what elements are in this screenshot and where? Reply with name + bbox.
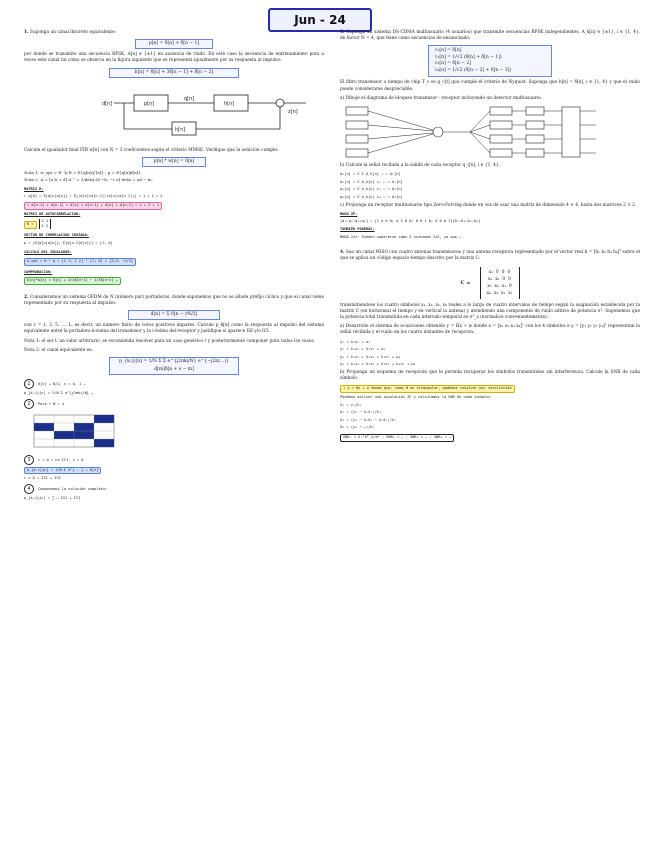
- q2-number: 2.: [24, 294, 29, 300]
- q4-m-21: x₂: [494, 283, 499, 289]
- diagram-feedback-label: h[n]: [175, 126, 186, 133]
- q3-c-line1: MODO ZF:: [340, 211, 358, 216]
- q2-step2-badge: 2: [24, 399, 34, 409]
- q1-work-l5-wrap: [24, 277, 324, 285]
- q2-step2: [24, 399, 324, 409]
- q4-text1: Sea un canal MISO con cuatro antenas transmisoras y una antena receptora representado por el vector real h = [h₁ h₂ h₃ h₄]ᵀ sobre el que se aplica un código espacio-tiempo descrito por la matriz C:: [340, 250, 640, 262]
- q2-work-l7: Componemos la solución completa:: [38, 486, 108, 491]
- q4-b-work: [340, 385, 640, 441]
- q4-b-line1: ↓ y = Hx + w Vemos que, como H es triangular, podemos resolver por sustitución: [340, 385, 515, 393]
- q4-m-31: x₃: [493, 290, 499, 296]
- q3-number: 3.: [340, 30, 345, 35]
- q3-b-work: [340, 172, 640, 200]
- diagram-output-label: z[n]: [288, 108, 298, 115]
- q2-work-l3: Para • N = 4: [38, 401, 64, 406]
- q3-b-line1: q₁[n] = Σ Σ A_k[n] … = A₁[n]: [340, 172, 401, 177]
- q2-work-l2: p_{k,i}[n] = 1/N Σ e^{j2πki/N} …: [24, 390, 94, 395]
- q3-code-3: c₃[n] = δ[n − 2]: [435, 61, 471, 67]
- q4-m-33: x₁: [508, 290, 513, 296]
- q4-b-line3: x̂₁ = y₁/h₁: [340, 402, 362, 407]
- q2-text2: con r = 1, 3, 5, …, L, es decir, un número finito de ceros positivos impares. Calcule p_k[n] como la respuesta al impulso del sistema equivalente entre la portadora k-ésima del transmisor y la i-ésima del receptor y justifique si aparece ISI y/o ICI.: [24, 323, 324, 335]
- q4-m-01: 0: [495, 269, 499, 275]
- q3-c-line4: MODO 2x2: Pueden separarse como 2 sistemas 2x2, ya que …: [340, 234, 462, 239]
- q4-a-line1: y₁ = h₁x₁ + w₁: [340, 339, 371, 344]
- q2-step3-badge: 3: [24, 455, 34, 465]
- q1-work-h5: COMPROBACION:: [24, 269, 53, 274]
- q4-m-00: x₁: [488, 269, 494, 275]
- q4-intro: [340, 250, 640, 262]
- q4-part-b: b) Proponga un esquema de recepción que le permita recuperar los símbolos transmitidos sin interferencia. Calcule la SNR de cada símbolo.: [340, 369, 640, 382]
- q4-m-02: 0: [501, 269, 505, 275]
- q4-a-line3: y₃ = h₁x₃ + h₂x₂ + h₃x₁ + w₃: [340, 354, 401, 359]
- q3-c-work: [340, 212, 640, 240]
- q1-nota2: Nota 2: A = [a b; c d] A⁻¹ = 1/detA [d −b; −c a] detA = ad − bc: [24, 176, 153, 182]
- q2-eq1: d[n] = Σ δ[n − rN/2]: [128, 310, 220, 320]
- q4-m-23: 0: [508, 283, 512, 289]
- q3-c-line2: [q₁;q₂;q₃;q₄] = [1 a 0 0; a 1 0 0; 0 0 1 b; 0 0 b 1][A₁;A₂;A₃;A₄]: [340, 219, 481, 224]
- q3-b-line4: q₄[n] = Σ A_k[n] c₄ … = A₄[n]: [340, 195, 403, 199]
- q1-block-diagram: [24, 83, 324, 141]
- q2-step3: [24, 455, 324, 465]
- diagram-mid-label: q[n]: [184, 95, 195, 102]
- q2-intro: [24, 295, 324, 307]
- q1-work-l2: = d[n-1] + d[n-1] = d[n] + d[n-1] + d[n] + d[n-1] = 2 + 2 + 1: [24, 202, 162, 210]
- q2-text1: Consideremos un sistema OFDM de N (número par) portadoras, donde suponemos que no se añade prefijo cíclico y que el canal viene representado por su respuesta al impulso:: [24, 294, 324, 306]
- q4-b-line2: Podemos aplicar una igualación ZF y calculamos la SNR de cada símbolo:: [340, 394, 492, 399]
- q1-text2: por donde se transmite una secuencia BPSK, A[n] ∈ {±1} en ausencia de ruido. En este caso la secuencia de entrenamiento para a veces este canal tal como se observa en la figura siguiente que se representa igualmente por su respuesta al impulso:: [24, 52, 324, 64]
- q2-work-l5-wrap: [24, 467, 324, 475]
- q4-number: 4.: [340, 250, 345, 256]
- q1-work-l2-wrap: [24, 202, 324, 210]
- q3-code-1: c₁[n] = δ[n]: [435, 48, 462, 54]
- q3-intro: [340, 30, 640, 42]
- q4-m-r0: [489, 270, 511, 275]
- q4-m-03: 0: [507, 269, 511, 275]
- q3-part-a: a) Dibuje el diagrama de bloques transmisor - receptor incluyendo un detector multiusuario.: [340, 95, 543, 101]
- q4-m-32: x₂: [500, 290, 506, 296]
- q1-text1: Suponga un canal discreto equivalente:: [29, 30, 117, 35]
- q2-work-l8: p_{k,i}[n] = ∑ … ISI + ICI: [24, 495, 81, 500]
- q1-work-h4: CALCULO DEL IGUALADOR:: [24, 250, 72, 255]
- q3-part-c: c) Proponga un receptor multiusuario tipo Zero-Forcing donde en vez de usar una matriz de dimensión 4 × 4, basta dos matrices 2 × 2.: [340, 202, 637, 208]
- q4-m-13: 0: [508, 276, 512, 282]
- diagram-block1-label: p[n]: [144, 100, 155, 107]
- q4-b-line1-wrap: [340, 385, 640, 393]
- q4-m-10: x₂: [487, 276, 493, 282]
- q4-a-line4: y₄ = h₁x₄ + h₂x₃ + h₃x₂ + h₄x₁ + w₄: [340, 362, 416, 367]
- q1-eq3: p[n] * w[n] = δ[n]: [142, 157, 206, 167]
- q4-part-a: a) Desarrolle el sistema de ecuaciones obtenido y = Hx + w donde x = [x₁ x₂ x₃ x₄]ᵀ con los 4 símbolos e y = [y₁ y₂ y₃ y₄]ᵀ representan la señal recibida y el ruido en los cuatro instantes de recepción.: [340, 324, 640, 336]
- q4-m-r3: [487, 291, 513, 296]
- q4-matrix-block: [340, 267, 640, 299]
- q3-code-2: c₂[n] = 1/√2 (δ[n] + δ[n − 1]): [435, 54, 502, 60]
- q1-handwritten-work: [24, 187, 324, 285]
- q4-m-30: x₄: [486, 290, 491, 296]
- q2-work-l5: p_{k,i}[n] = 1/N Σ e^{...} → δ[n]: [24, 467, 101, 475]
- q3-code-4: c₄[n] = 1/√2 (δ[n − 2] + δ[n − 3]): [435, 67, 512, 73]
- q4-b-line4: x̂₂ = (y₂ − h₂x̂₁)/h₁: [340, 410, 382, 415]
- q3-text1: Suponga un sistema DS-CDMA multiusuario (4 usuarios) que transmite secuencias BPSK independientes, A_k[n] ∈ {±1}, i ∈ {1, 4}, de factor N = 4, que tiene como secuencias de ensanchado:: [340, 30, 640, 42]
- q1-work-h1: MATRIZ R:: [24, 186, 44, 191]
- q4-m-12: 0: [502, 276, 506, 282]
- q1-number: 1.: [24, 30, 29, 35]
- q1-work-h2: MATRIZ DE AUTOCORRELACION:: [24, 211, 81, 216]
- left-column: [24, 30, 324, 503]
- q3-block-diagram: [340, 105, 640, 159]
- q2-work-l1: δ[n] → N/2, n = 0, 1 …: [38, 381, 86, 386]
- q4-snr-wrap: [340, 434, 640, 442]
- q1-work-matrix-row: [24, 219, 324, 229]
- q4-snr: SNR₁ = h₁²σ²_x/σ² ; SNR₂ = … ; SNR₃ = … ; SNR₄ = …: [340, 434, 454, 442]
- q4-matrix-c: [480, 267, 520, 299]
- q3-text2: El filtro transmisor a tiempo de chip T_c es g_c[t] que cumple el criterio de Nyquist. Suponga que h[n] = δ[n], i ∈ {1, 4} y que el ruido puede considerarse despreciable.: [340, 80, 640, 92]
- page-title: Jun - 24: [268, 8, 372, 32]
- q1-work-l4-wrap: [24, 258, 324, 266]
- q1-work-r-label: R =: [24, 221, 37, 229]
- q2-handwritten-work: [24, 379, 324, 501]
- q3-c-line3: TAMBIEN PODEMOS:: [340, 226, 375, 231]
- q1-eq2: h[n] = δ[n] + 3δ[n − 1] + δ[n − 2]: [109, 68, 239, 78]
- q2-step4-badge: 4: [24, 484, 34, 494]
- q2-step1-badge: 1: [24, 379, 34, 389]
- q1-nota1: Nota 1: w_opt = R⁻¹p R = E{q[n]qᵀ[n]} ; p = E{q[n]d[n]}: [24, 169, 141, 175]
- q1-text3: Calcule el igualador final FIR w[n] con N = 3 coeficientes según el criterio MMSE. Verifique que la solución cumple:: [24, 147, 279, 153]
- q2-step1: [24, 379, 324, 389]
- q4-a-line2: y₂ = h₁x₂ + h₂x₁ + w₂: [340, 347, 386, 352]
- q1-work-l4: w_opt = R⁻¹ p = [2 1; 1 2]⁻¹ [1; 0] = [2/3; −1/3]: [24, 258, 136, 266]
- q4-b-line6: x̂₄ = (y₄ − …)/h₁: [340, 425, 375, 430]
- q4-matrix-label: C =: [460, 279, 471, 286]
- q1-work-r-matrix: 2 1 1 2: [39, 219, 52, 229]
- q4-b-line5: x̂₃ = (y₃ − h₂x̂₂ − h₃x̂₁)/h₁: [340, 417, 397, 422]
- q2-text4: Nota 2: el canal equivalente es:: [24, 347, 93, 353]
- q4-m-r1: [488, 277, 511, 282]
- q2-step4: [24, 484, 324, 494]
- q2-grid-figure: [24, 411, 144, 451]
- q3-b-line3: q₃[n] = Σ A_k[n] c₃ … = A₃[n]: [340, 187, 403, 192]
- diagram-block2-label: h[n]: [224, 100, 235, 107]
- q1-work-l5: p[n]*w[n] = δ[n] + 2/3δ[n−1] − 1/3δ[n−2] …: [24, 277, 121, 285]
- q4-a-work: [340, 340, 640, 368]
- q3-b-line2: q₂[n] = Σ A_k[n] c₂ … = A₂[n]: [340, 179, 403, 184]
- q2-eq2: p_{k,i}[n] = 1/N Σ Σ e^{j2πki/N} e^{−j2π(...)} d[m]δ[n + s − m]: [109, 357, 239, 375]
- q1-work-h3: VECTOR DE CORRELACION CRUZADA:: [24, 233, 89, 238]
- q2-work-l4: r = 0 → no ICI, n = 0: [38, 457, 84, 462]
- q1-intro: [24, 30, 324, 36]
- q2-work-l6: r ≠ 0 → ISI + ICI: [24, 476, 61, 481]
- q4-m-20: x₃: [487, 283, 492, 289]
- q2-text3: Nota 1: el ser L un valor arbitrario, se recomienda resolver para un caso genérico r y posteriormente componer para todos los casos.: [24, 338, 315, 344]
- q4-m-22: x₁: [501, 283, 507, 289]
- diagram-input-label: d[n]: [102, 100, 113, 107]
- q4-m-r2: [487, 284, 512, 289]
- q1-work-l3: p = [E{q[n]d[n]}; E{q[n-1]d[n]}] = [1; 0]: [24, 240, 113, 245]
- right-column: [340, 30, 640, 444]
- q3-part-b: b) Calcule la señal recibida a la salida de cada receptor q_i[n], i ∈ {1, 4}.: [340, 163, 500, 169]
- q4-text2: transmitiendose los cuatro símbolos x₁, x₂, x₃, x₄ reales a lo largo de cuatro intervalos de tiempo según la asignación establecida por la matriz C (en horizontal el tiempo y en vertical la antena) y atendiendo una componente de ruido aditivo de potencia σ². Suponemos que la potencia total transmitida en cada intervalo temporal es σ²_x (normalice convenientemente).: [340, 302, 640, 320]
- q4-m-11: x₁: [495, 276, 500, 282]
- q3-codes-box: [428, 45, 552, 77]
- q1-eq1: p[n] = δ[n] + δ[n − 1]: [135, 39, 213, 49]
- q1-work-l1: r_q[0] = E{q[n]q[n]} = E{(d[n]+d[n-1])(d[n]+d[n-1])} = 1 + 1 = 2: [24, 194, 163, 199]
